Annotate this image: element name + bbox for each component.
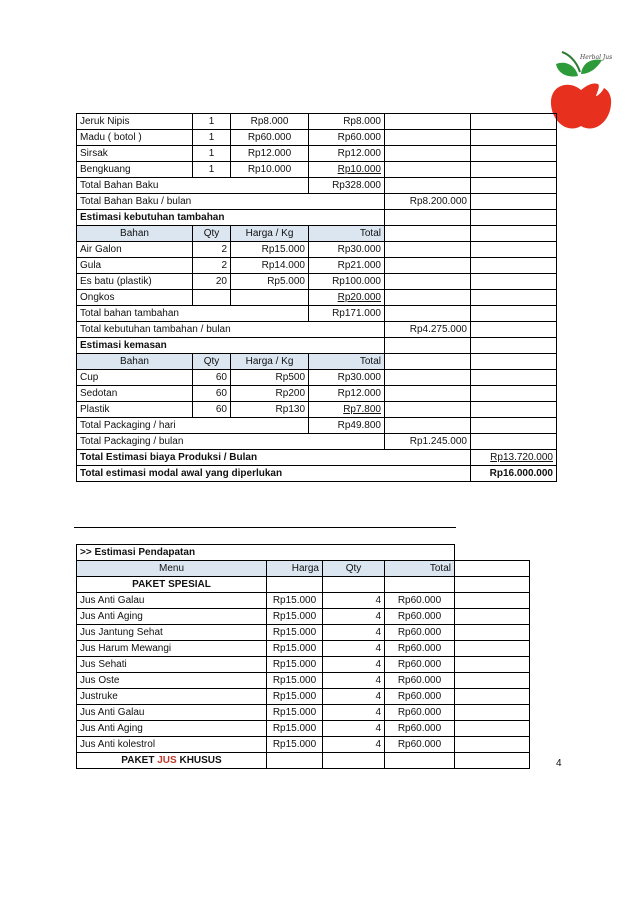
item-qty: 1 — [193, 162, 231, 178]
table-row — [77, 370, 557, 386]
empty-cell — [455, 545, 530, 561]
empty-cell — [471, 434, 557, 450]
menu-name: Jus Anti Aging — [77, 721, 267, 737]
table-row — [77, 114, 557, 130]
table-row — [77, 402, 557, 418]
grand-total-value: Rp16.000.000 — [471, 466, 557, 482]
item-price: Rp500 — [231, 370, 309, 386]
item-price: Rp60.000 — [231, 130, 309, 146]
empty-cell — [471, 130, 557, 146]
revenue-title: >> Estimasi Pendapatan — [77, 545, 455, 561]
item-price: Rp130 — [231, 402, 309, 418]
empty-cell — [471, 178, 557, 194]
item-qty: 60 — [193, 402, 231, 418]
revenue-header-row — [77, 561, 530, 577]
paket-spesial-label: PAKET SPESIAL — [77, 577, 267, 593]
menu-total: Rp60.000 — [385, 673, 455, 689]
empty-cell — [385, 114, 471, 130]
empty-cell — [385, 226, 471, 242]
empty-cell — [385, 577, 455, 593]
empty-cell — [385, 290, 471, 306]
empty-cell — [385, 306, 471, 322]
empty-cell — [471, 402, 557, 418]
table-row — [77, 673, 530, 689]
menu-price: Rp15.000 — [267, 593, 323, 609]
item-total: Rp30.000 — [309, 242, 385, 258]
menu-name: Jus Sehati — [77, 657, 267, 673]
empty-cell — [455, 609, 530, 625]
menu-price: Rp15.000 — [267, 609, 323, 625]
item-total: Rp60.000 — [309, 130, 385, 146]
empty-cell — [267, 753, 323, 769]
paket-khusus-post: KHUSUS — [176, 755, 222, 766]
empty-cell — [455, 577, 530, 593]
table-row — [77, 242, 557, 258]
table-row — [77, 274, 557, 290]
page-number: 4 — [556, 758, 562, 769]
col-header-harga: Harga / Kg — [231, 354, 309, 370]
col-header-qty: Qty — [193, 226, 231, 242]
empty-cell — [385, 753, 455, 769]
logo-text: Herbal Jus — [580, 54, 613, 61]
menu-qty: 4 — [323, 641, 385, 657]
revenue-top-rule — [74, 527, 456, 528]
item-qty: 2 — [193, 242, 231, 258]
col-header-qty: Qty — [323, 561, 385, 577]
item-qty: 60 — [193, 386, 231, 402]
summary-value: Rp328.000 — [309, 178, 385, 194]
empty-cell — [385, 146, 471, 162]
empty-cell — [471, 242, 557, 258]
empty-cell — [471, 194, 557, 210]
menu-total: Rp60.000 — [385, 593, 455, 609]
empty-cell — [385, 210, 471, 226]
paket-khusus-pre: PAKET — [121, 755, 158, 766]
empty-cell — [455, 721, 530, 737]
empty-cell — [323, 577, 385, 593]
summary-label: Total kebutuhan tambahan / bulan — [77, 322, 385, 338]
item-qty: 60 — [193, 370, 231, 386]
table-row — [77, 689, 530, 705]
menu-name: Justruke — [77, 689, 267, 705]
empty-cell — [455, 625, 530, 641]
item-price: Rp5.000 — [231, 274, 309, 290]
menu-total: Rp60.000 — [385, 721, 455, 737]
grand-total-row — [77, 450, 557, 466]
cost-table — [76, 113, 557, 482]
item-name: Es batu (plastik) — [77, 274, 193, 290]
menu-total: Rp60.000 — [385, 689, 455, 705]
menu-qty: 4 — [323, 609, 385, 625]
item-name: Plastik — [77, 402, 193, 418]
item-name: Madu ( botol ) — [77, 130, 193, 146]
empty-cell — [471, 370, 557, 386]
menu-qty: 4 — [323, 625, 385, 641]
col-header-total: Total — [309, 354, 385, 370]
item-name: Sirsak — [77, 146, 193, 162]
col-header-harga: Harga — [267, 561, 323, 577]
col-header-bahan: Bahan — [77, 354, 193, 370]
item-price: Rp10.000 — [231, 162, 309, 178]
menu-qty: 4 — [323, 737, 385, 753]
grand-total-label: Total estimasi modal awal yang diperlukan — [77, 466, 471, 482]
summary-value: Rp171.000 — [309, 306, 385, 322]
item-qty: 20 — [193, 274, 231, 290]
summary-label: Total Bahan Baku / bulan — [77, 194, 385, 210]
empty-cell — [471, 162, 557, 178]
empty-cell — [471, 338, 557, 354]
menu-price: Rp15.000 — [267, 689, 323, 705]
empty-cell — [471, 114, 557, 130]
item-qty: 2 — [193, 258, 231, 274]
section-title — [77, 338, 557, 354]
menu-price: Rp15.000 — [267, 737, 323, 753]
summary-label: Total Packaging / hari — [77, 418, 309, 434]
paket-spesial-row — [77, 577, 530, 593]
empty-cell — [455, 753, 530, 769]
empty-cell — [385, 162, 471, 178]
item-price: Rp200 — [231, 386, 309, 402]
menu-name: Jus Anti Galau — [77, 593, 267, 609]
empty-cell — [471, 322, 557, 338]
empty-cell — [455, 593, 530, 609]
item-name: Cup — [77, 370, 193, 386]
summary-row — [77, 322, 557, 338]
section-title: Estimasi kebutuhan tambahan — [77, 210, 385, 226]
empty-cell — [385, 370, 471, 386]
item-name: Bengkuang — [77, 162, 193, 178]
empty-cell — [471, 274, 557, 290]
item-name: Ongkos — [77, 290, 193, 306]
item-total: Rp12.000 — [309, 146, 385, 162]
item-price: Rp12.000 — [231, 146, 309, 162]
empty-cell — [385, 354, 471, 370]
empty-cell — [471, 146, 557, 162]
empty-cell — [385, 258, 471, 274]
summary-value: Rp49.800 — [309, 418, 385, 434]
empty-cell — [471, 354, 557, 370]
empty-cell — [471, 386, 557, 402]
empty-cell — [471, 418, 557, 434]
item-price: Rp14.000 — [231, 258, 309, 274]
menu-total: Rp60.000 — [385, 625, 455, 641]
empty-cell — [471, 210, 557, 226]
item-total: Rp8.000 — [309, 114, 385, 130]
item-price — [231, 290, 309, 306]
table-row — [77, 641, 530, 657]
empty-cell — [385, 386, 471, 402]
table-row — [77, 162, 557, 178]
col-header-qty: Qty — [193, 354, 231, 370]
menu-name: Jus Anti kolestrol — [77, 737, 267, 753]
menu-price: Rp15.000 — [267, 657, 323, 673]
item-name: Sedotan — [77, 386, 193, 402]
empty-cell — [471, 306, 557, 322]
grand-total-value: Rp13.720.000 — [471, 450, 557, 466]
menu-price: Rp15.000 — [267, 625, 323, 641]
item-name: Jeruk Nipis — [77, 114, 193, 130]
menu-price: Rp15.000 — [267, 705, 323, 721]
menu-name: Jus Jantung Sehat — [77, 625, 267, 641]
menu-total: Rp60.000 — [385, 609, 455, 625]
empty-cell — [471, 290, 557, 306]
empty-cell — [385, 130, 471, 146]
empty-cell — [385, 338, 471, 354]
empty-cell — [471, 258, 557, 274]
col-header-menu: Menu — [77, 561, 267, 577]
summary-row — [77, 434, 557, 450]
header-row — [77, 226, 557, 242]
menu-total: Rp60.000 — [385, 705, 455, 721]
summary-row — [77, 306, 557, 322]
empty-cell — [455, 737, 530, 753]
item-name: Gula — [77, 258, 193, 274]
summary-value: Rp1.245.000 — [385, 434, 471, 450]
item-total: Rp7.800 — [309, 402, 385, 418]
item-price: Rp15.000 — [231, 242, 309, 258]
empty-cell — [323, 753, 385, 769]
menu-total: Rp60.000 — [385, 657, 455, 673]
item-total: Rp21.000 — [309, 258, 385, 274]
menu-name: Jus Anti Aging — [77, 609, 267, 625]
summary-value: Rp8.200.000 — [385, 194, 471, 210]
menu-name: Jus Harum Mewangi — [77, 641, 267, 657]
menu-qty: 4 — [323, 593, 385, 609]
summary-row — [77, 418, 557, 434]
table-row — [77, 130, 557, 146]
col-header-total: Total — [309, 226, 385, 242]
empty-cell — [385, 418, 471, 434]
menu-total: Rp60.000 — [385, 737, 455, 753]
empty-cell — [455, 689, 530, 705]
item-qty — [193, 290, 231, 306]
menu-name: Jus Oste — [77, 673, 267, 689]
empty-cell — [455, 657, 530, 673]
table-row — [77, 705, 530, 721]
empty-cell — [455, 705, 530, 721]
menu-qty: 4 — [323, 689, 385, 705]
item-total: Rp30.000 — [309, 370, 385, 386]
menu-qty: 4 — [323, 721, 385, 737]
item-total: Rp12.000 — [309, 386, 385, 402]
summary-value: Rp4.275.000 — [385, 322, 471, 338]
item-total: Rp10.000 — [309, 162, 385, 178]
empty-cell — [267, 577, 323, 593]
header-row — [77, 354, 557, 370]
table-row — [77, 386, 557, 402]
col-header-total: Total — [385, 561, 455, 577]
empty-cell — [471, 226, 557, 242]
item-total: Rp20.000 — [309, 290, 385, 306]
item-qty: 1 — [193, 130, 231, 146]
menu-qty: 4 — [323, 705, 385, 721]
item-price: Rp8.000 — [231, 114, 309, 130]
menu-price: Rp15.000 — [267, 641, 323, 657]
table-row — [77, 625, 530, 641]
revenue-title-row — [77, 545, 530, 561]
empty-cell — [455, 561, 530, 577]
empty-cell — [455, 641, 530, 657]
empty-cell — [455, 673, 530, 689]
menu-qty: 4 — [323, 657, 385, 673]
table-row — [77, 609, 530, 625]
table-row — [77, 258, 557, 274]
summary-label: Total Packaging / bulan — [77, 434, 385, 450]
summary-row — [77, 194, 557, 210]
table-row — [77, 721, 530, 737]
menu-qty: 4 — [323, 673, 385, 689]
table-row — [77, 657, 530, 673]
item-name: Air Galon — [77, 242, 193, 258]
summary-label: Total bahan tambahan — [77, 306, 309, 322]
summary-label: Total Bahan Baku — [77, 178, 309, 194]
menu-price: Rp15.000 — [267, 673, 323, 689]
paket-khusus-jus: JUS — [157, 755, 177, 766]
section-title: Estimasi kemasan — [77, 338, 385, 354]
table-row — [77, 146, 557, 162]
menu-name: Jus Anti Galau — [77, 705, 267, 721]
menu-total: Rp60.000 — [385, 641, 455, 657]
table-row — [77, 290, 557, 306]
empty-cell — [385, 402, 471, 418]
empty-cell — [385, 274, 471, 290]
col-header-bahan: Bahan — [77, 226, 193, 242]
item-qty: 1 — [193, 146, 231, 162]
item-qty: 1 — [193, 114, 231, 130]
col-header-harga: Harga / Kg — [231, 226, 309, 242]
grand-total-row — [77, 466, 557, 482]
item-total: Rp100.000 — [309, 274, 385, 290]
paket-khusus-label — [77, 753, 267, 769]
table-row — [77, 593, 530, 609]
summary-row — [77, 178, 557, 194]
paket-khusus-row — [77, 753, 530, 769]
empty-cell — [385, 242, 471, 258]
revenue-table — [76, 544, 530, 769]
table-row — [77, 737, 530, 753]
grand-total-label: Total Estimasi biaya Produksi / Bulan — [77, 450, 471, 466]
section-title — [77, 210, 557, 226]
empty-cell — [385, 178, 471, 194]
menu-price: Rp15.000 — [267, 721, 323, 737]
